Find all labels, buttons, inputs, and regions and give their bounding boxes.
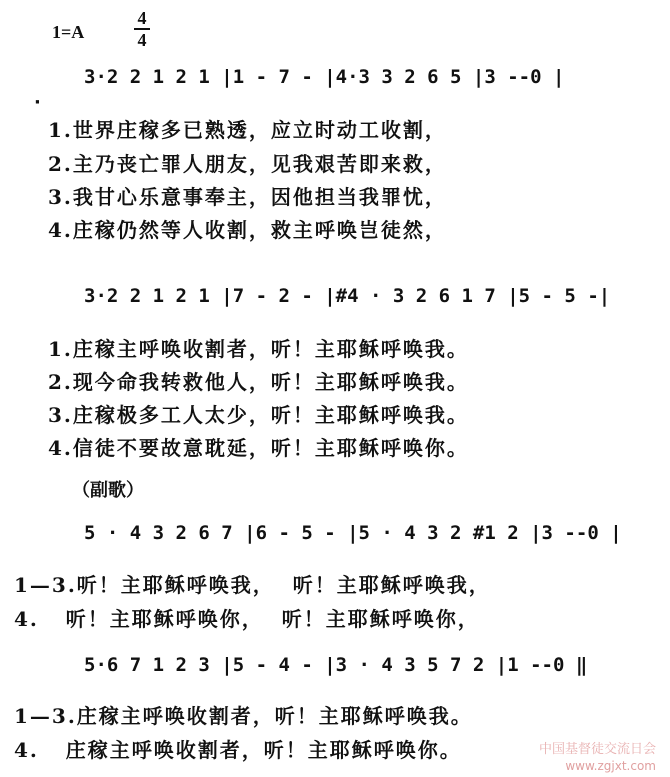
notes-line-3: 5 · 4 3 2 6 7 |6 - 5 - |5 · 4 3 2 #1 2 |3 --0 |: [84, 522, 622, 544]
lyric-1-1: 1.世界庄稼多已熟透，应立时动工收割，: [48, 118, 447, 142]
notes-line-1: 3·2 2 1 2 1 |1 - 7 - |4·3 3 2 6 5 |3 --0 |: [84, 66, 565, 88]
lyric-4-2: 4. 庄稼主呼唤收割者，听！主耶稣呼唤你。: [14, 738, 462, 762]
lyric-2-1: 1.庄稼主呼唤收割者，听！主耶稣呼唤我。: [48, 337, 469, 361]
lyric-3-1: 1—3.听！主耶稣呼唤我， 听！主耶稣呼唤我，: [14, 573, 491, 597]
watermark-logo-text: 中国基督徒交流日会: [538, 742, 656, 757]
lyric-1-2: 2.主乃丧亡罪人朋友，见我艰苦即来救，: [48, 152, 447, 176]
refrain-label: （副歌）: [72, 480, 144, 501]
watermark-url: www.zgjxt.com: [565, 759, 656, 773]
lyric-2-4: 4.信徒不要故意耽延，听！主耶稣呼唤你。: [48, 436, 469, 460]
time-bottom: 4: [137, 30, 147, 50]
margin-dot: ·: [34, 92, 41, 113]
notes-line-4: 5·6 7 1 2 3 |5 - 4 - |3 · 4 3 5 7 2 |1 --0 ‖: [84, 654, 588, 676]
time-signature: [132, 8, 152, 50]
lyric-2-2: 2.现今命我转救他人，听！主耶稣呼唤我。: [48, 370, 469, 394]
lyric-3-2: 4. 听！主耶稣呼唤你， 听！主耶稣呼唤你，: [14, 607, 480, 631]
lyric-4-1: 1—3.庄稼主呼唤收割者，听！主耶稣呼唤我。: [14, 704, 473, 728]
notes-line-2: 3·2 2 1 2 1 |7 - 2 - |#4 · 3 2 6 1 7 |5 - 5 -|: [84, 285, 611, 307]
lyric-1-4: 4.庄稼仍然等人收割，救主呼唤岂徒然，: [48, 218, 447, 242]
key-signature: 1=A: [52, 22, 85, 42]
time-top: 4: [137, 8, 147, 28]
lyric-2-3: 3.庄稼极多工人太少，听！主耶稣呼唤我。: [48, 403, 469, 427]
lyric-1-3: 3.我甘心乐意事奉主，因他担当我罪忧，: [48, 185, 447, 209]
